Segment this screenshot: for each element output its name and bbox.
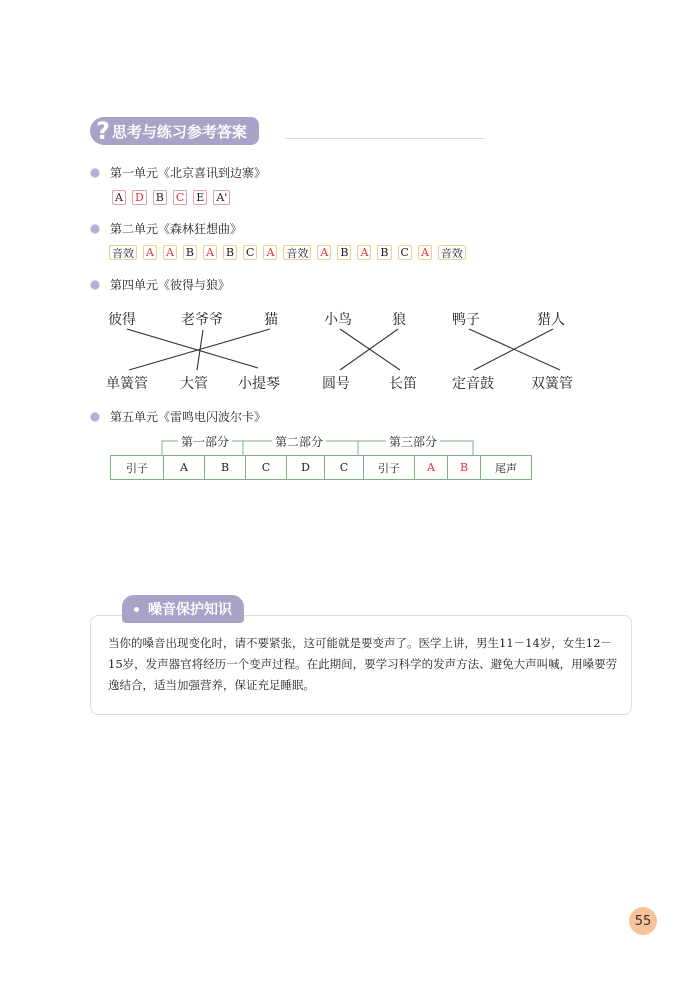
part-label: 第三部分	[386, 433, 440, 450]
unit1-title: 第一单元《北京喜讯到边寨》	[110, 166, 267, 180]
answer-box: B	[223, 245, 237, 260]
answer-box: A	[203, 245, 217, 260]
structure-table	[110, 455, 532, 480]
answer-box: B	[183, 245, 197, 260]
answer-box: C	[243, 245, 257, 260]
match-bottom-word: 圆号	[322, 376, 350, 392]
answer-box: A	[263, 245, 277, 260]
knowledge-title: 噪音保护知识	[148, 602, 232, 618]
answer-box: 音效	[283, 245, 311, 260]
match-top-word: 小鸟	[324, 312, 352, 328]
unit2-title: 第二单元《森林狂想曲》	[110, 222, 243, 236]
match-bottom-word: 双簧管	[531, 376, 573, 392]
match-top-word: 老爷爷	[181, 312, 223, 328]
answer-box: A'	[213, 190, 230, 205]
match-top-word: 彼得	[108, 312, 136, 328]
match-bottom-word: 单簧管	[106, 376, 148, 392]
table-cell: C	[325, 456, 364, 479]
section-title: 思考与练习参考答案	[111, 122, 247, 141]
table-cell: 引子	[364, 456, 415, 479]
part-label: 第一部分	[178, 433, 232, 450]
answer-box: E	[193, 190, 207, 205]
answer-box: A	[143, 245, 157, 260]
dot-icon	[134, 607, 139, 612]
table-cell: D	[287, 456, 325, 479]
match-top-word: 猫	[264, 312, 278, 328]
table-cell: B	[205, 456, 246, 479]
answer-box: 音效	[438, 245, 466, 260]
match-bottom-word: 定音鼓	[452, 376, 494, 392]
table-cell: 引子	[111, 456, 164, 479]
answer-box: A	[163, 245, 177, 260]
answer-box: A	[112, 190, 126, 205]
table-cell: C	[246, 456, 287, 479]
table-cell: B	[448, 456, 481, 479]
answer-box: D	[132, 190, 147, 205]
question-mark-icon: ?	[96, 117, 110, 145]
page-number: 55	[629, 907, 657, 935]
answer-box: B	[377, 245, 391, 260]
part-label: 第二部分	[272, 433, 326, 450]
table-cell: A	[415, 456, 448, 479]
answer-box: B	[153, 190, 167, 205]
answer-box: A	[357, 245, 371, 260]
match-bottom-word: 小提琴	[238, 376, 280, 392]
table-cell: 尾声	[495, 461, 517, 475]
knowledge-tag	[122, 595, 244, 623]
knowledge-text: 当你的嗓音出现变化时，请不要紧张，这可能就是要变声了。医学上讲，男生11－14岁，女生12－15岁，发声器官将经历一个变声过程。在此期间，要学习科学的发声方法、避免大声叫喊，用嗓要劳逸结合，适当加强营养，保证充足睡眠。	[108, 636, 618, 692]
unit4-title: 第四单元《彼得与狼》	[110, 278, 231, 292]
answer-box: A	[418, 245, 432, 260]
match-top-word: 猎人	[537, 312, 565, 328]
answer-box: C	[173, 190, 187, 205]
answer-box: A	[317, 245, 331, 260]
unit5-title: 第五单元《雷鸣电闪波尔卡》	[110, 410, 267, 424]
match-bottom-word: 长笛	[389, 376, 417, 392]
answer-box: C	[398, 245, 412, 260]
answer-box: 音效	[109, 245, 137, 260]
match-top-word: 狼	[392, 312, 406, 328]
match-top-word: 鸭子	[452, 312, 480, 328]
answer-box: B	[337, 245, 351, 260]
match-bottom-word: 大管	[180, 376, 208, 392]
table-cell: A	[164, 456, 205, 479]
